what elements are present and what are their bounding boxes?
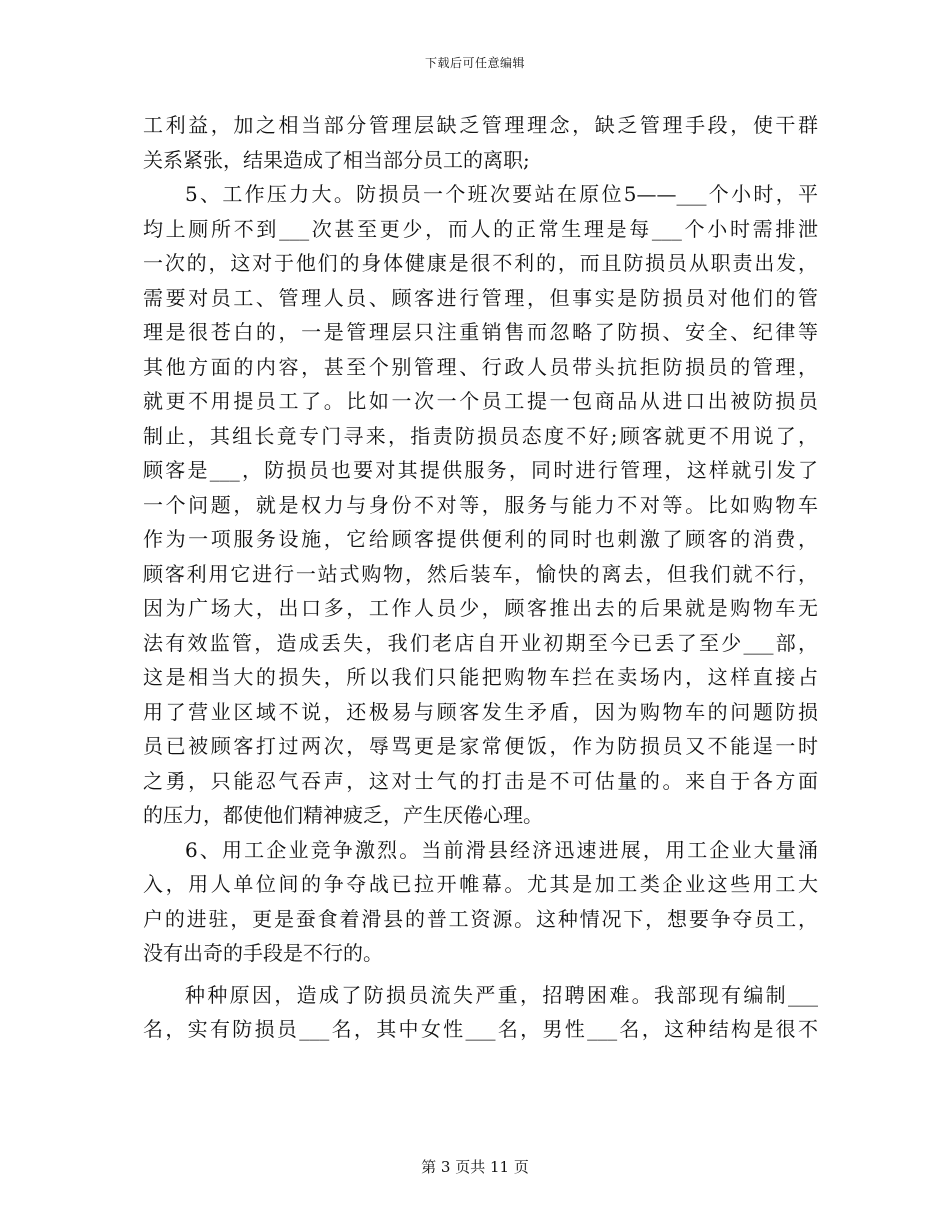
text-line: 之勇，只能忍气吞声，这对士气的打击是不可估量的。来自于各方面 [143, 768, 818, 793]
page-number: 第 3 页共 11 页 [421, 1158, 529, 1176]
paragraph [143, 177, 818, 833]
text-line: 制止，其组长竟专门寻来，指责防损员态度不好;顾客就更不用说了， [143, 423, 818, 448]
text-line: 因为广场大，出口多，工作人员少，顾客推出去的后果就是购物车无 [143, 596, 818, 620]
text-line: 用了营业区域不说，还极易与顾客发生矛盾，因为购物车的问题防损 [143, 699, 818, 724]
text-line: 6、用工企业竞争激烈。当前滑县经济迅速进展，用工企业大量涌 [185, 837, 818, 862]
paragraph [143, 833, 818, 971]
text-line: 关系紧张，结果造成了相当部分员工的离职; [143, 147, 530, 172]
text-line: 户的进驻，更是蚕食着滑县的普工资源。这种情况下，想要争夺员工， [143, 906, 818, 931]
text-line: 入，用人单位间的争夺战已拉开帷幕。尤其是加工类企业这些用工大 [143, 872, 818, 896]
text-line: 工利益，加之相当部分管理层缺乏管理理念，缺乏管理手段，使干群 [143, 113, 818, 137]
text-line: 需要对员工、管理人员、顾客进行管理，但事实是防损员对他们的管 [143, 285, 818, 310]
text-line: 一个问题，就是权力与身份不对等，服务与能力不对等。比如购物车 [143, 492, 818, 517]
text-line: 法有效监管，造成丢失，我们老店自开业初期至今已丢了至少___部， [143, 630, 818, 655]
paragraph-gap [143, 971, 818, 978]
text-line: 5、工作压力大。防损员一个班次要站在原位5——___个小时，平 [185, 182, 818, 206]
text-line: 没有出奇的手段是不行的。 [143, 941, 383, 965]
text-line: 名，实有防损员___名，其中女性___名，男性___名，这种结构是很不 [143, 1017, 818, 1041]
text-line: 就更不用提员工了。比如一次一个员工提一包商品从进口出被防损员 [143, 389, 818, 413]
text-line: 员已被顾客打过两次，辱骂更是家常便饭，作为防损员又不能逞一时 [143, 734, 818, 758]
text-line: 种种原因，造成了防损员流失严重，招聘困难。我部现有编制___ [185, 982, 818, 1007]
page-header: 下载后可任意编辑 [424, 56, 525, 70]
paragraph [143, 978, 818, 1047]
text-line: 这是相当大的损失，所以我们只能把购物车拦在卖场内，这样直接占 [143, 665, 818, 689]
text-line: 均上厕所不到___次甚至更少，而人的正常生理是每___个小时需排泄 [143, 216, 818, 241]
text-line: 其他方面的内容，甚至个别管理、行政人员带头抗拒防损员的管理， [143, 354, 818, 379]
text-line: 作为一项服务设施，它给顾客提供便利的同时也刺激了顾客的消费， [143, 527, 818, 551]
text-line: 顾客利用它进行一站式购物，然后装车，愉快的离去，但我们就不行， [143, 561, 818, 586]
text-line: 理是很苍白的，一是管理层只注重销售而忽略了防损、安全、纪律等 [143, 320, 818, 344]
text-line: 的压力，都使他们精神疲乏，产生厌倦心理。 [143, 803, 543, 827]
text-line: 一次的，这对于他们的身体健康是很不利的，而且防损员从职责出发， [143, 251, 818, 275]
document-body [143, 108, 818, 1047]
paragraph [143, 108, 818, 177]
text-line: 顾客是___，防损员也要对其提供服务，同时进行管理，这样就引发了 [143, 458, 818, 482]
